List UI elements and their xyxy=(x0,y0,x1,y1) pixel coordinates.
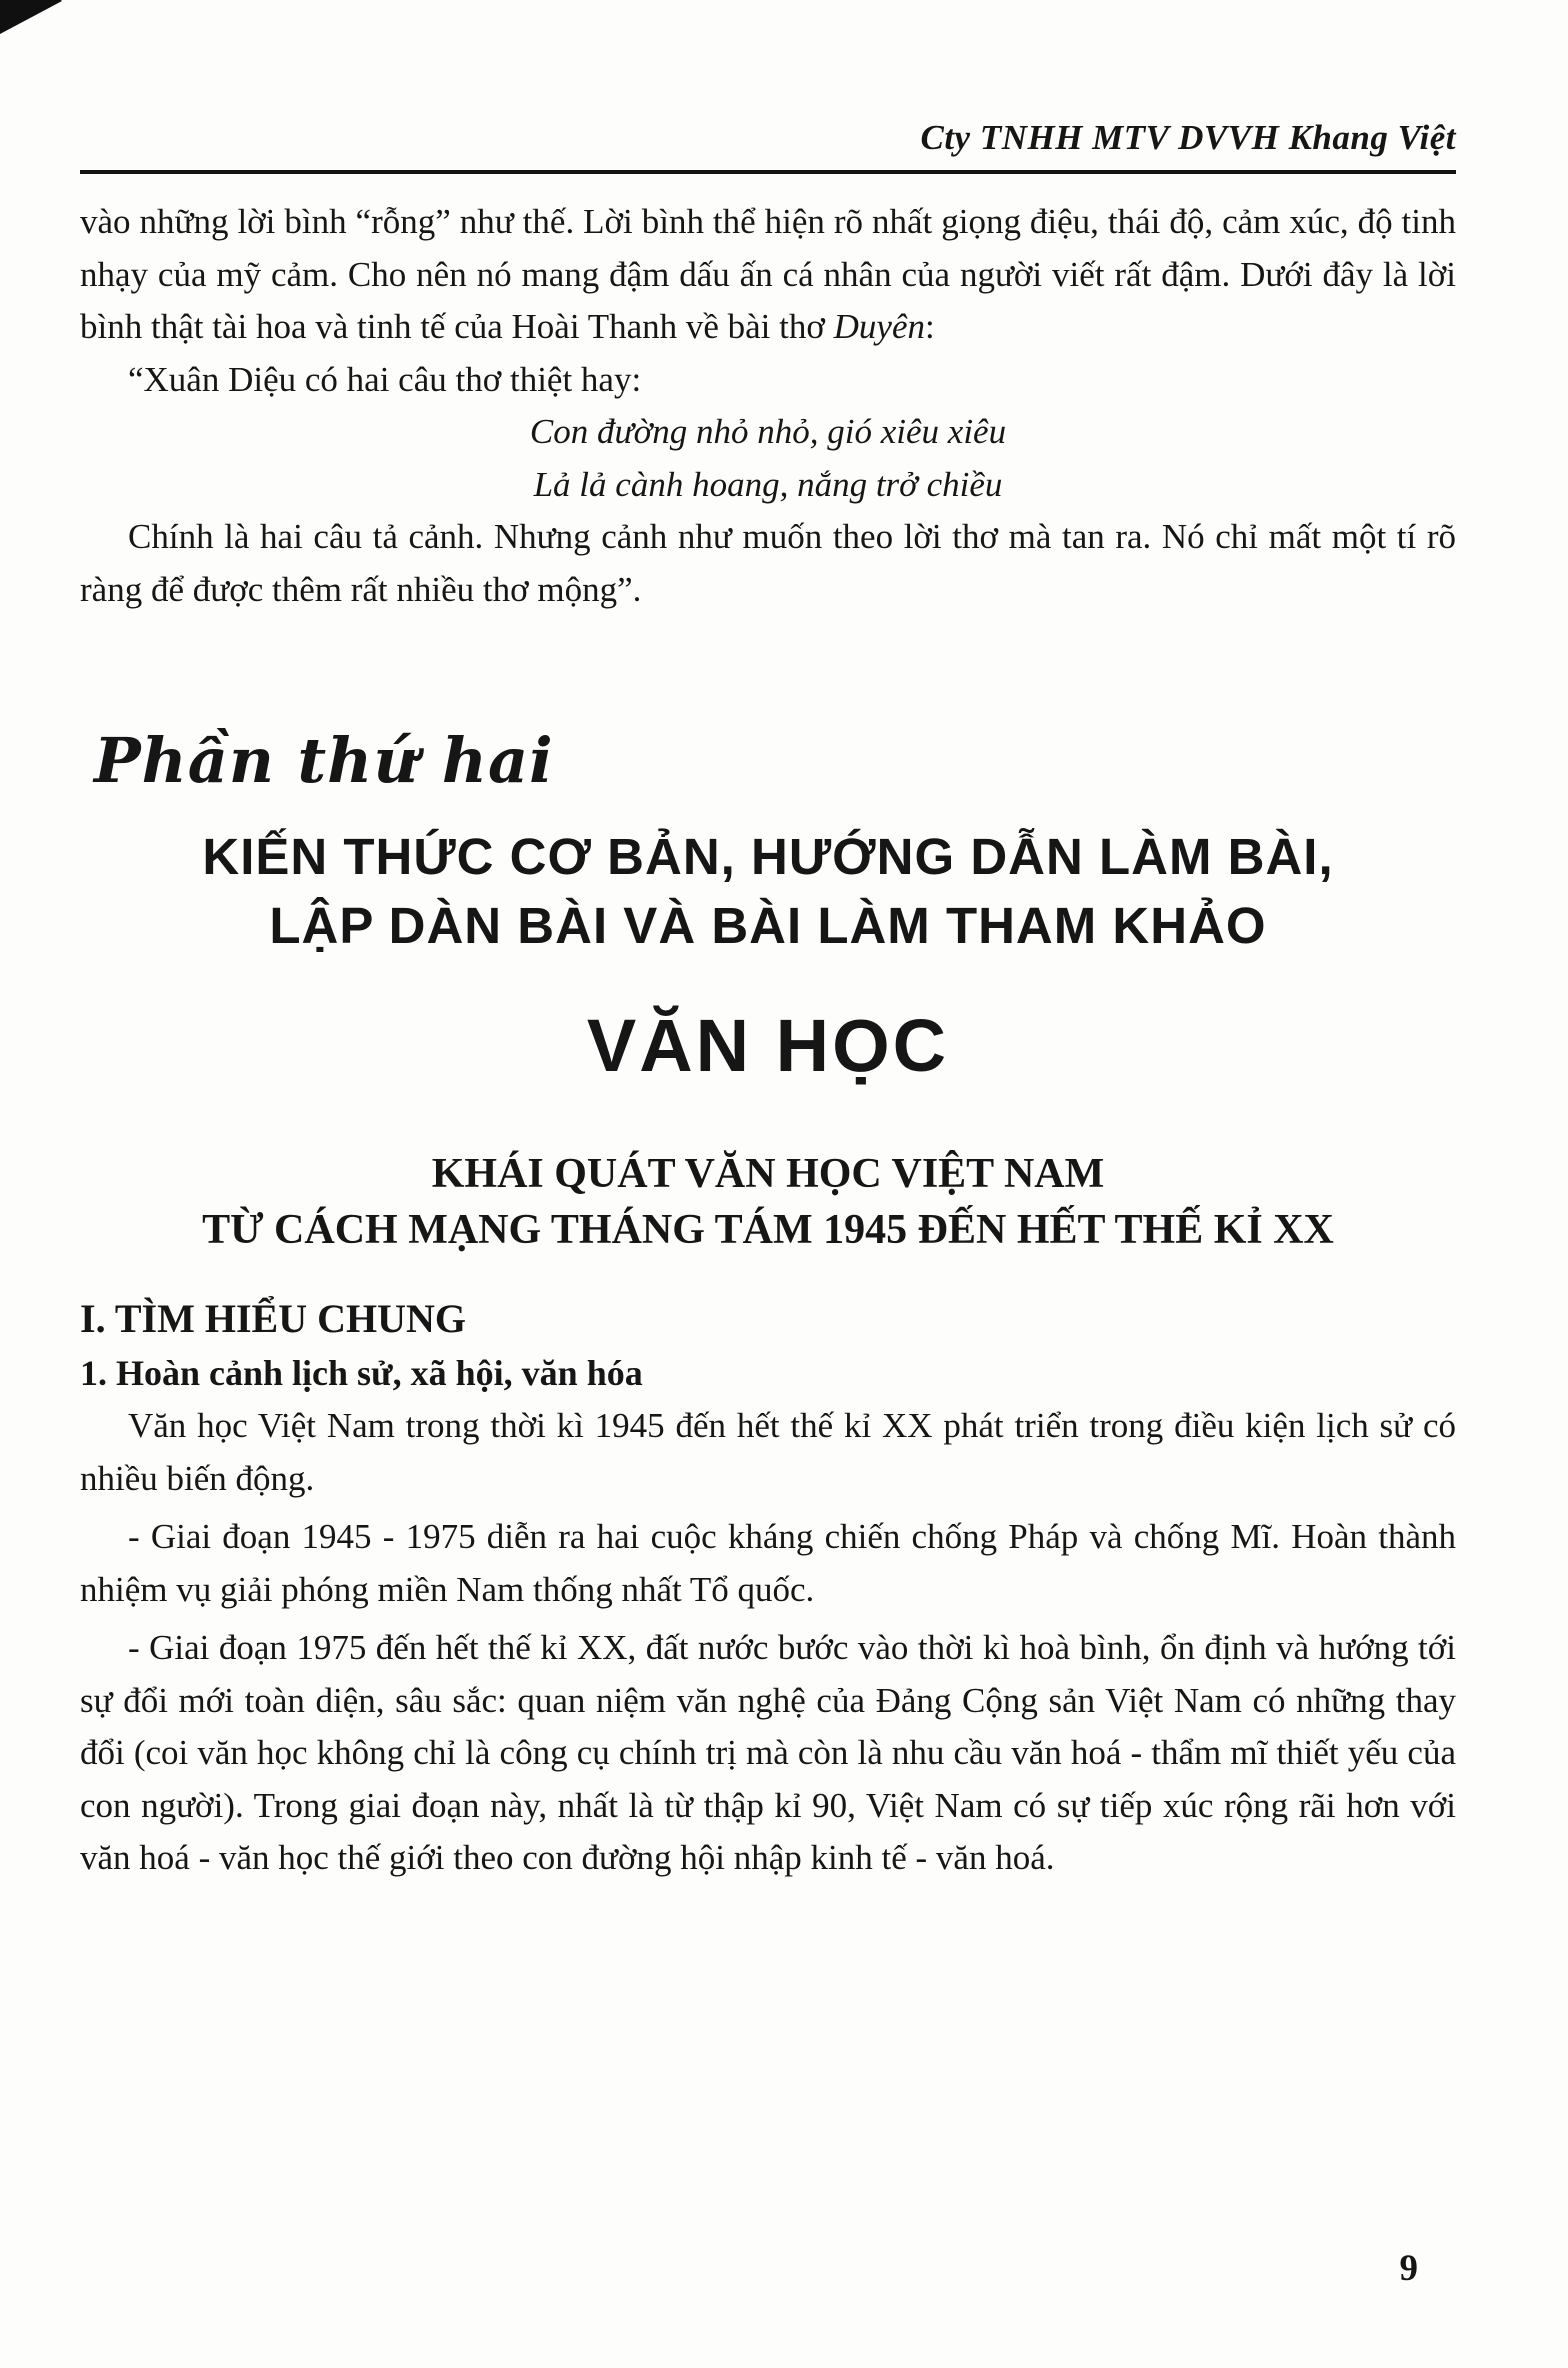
chapter-title-line: TỪ CÁCH MẠNG THÁNG TÁM 1945 ĐẾN HẾT THẾ KỈ XX xyxy=(202,1207,1334,1254)
publisher-name: Cty TNHH MTV DVVH Khang Việt xyxy=(920,118,1456,157)
intro-section xyxy=(80,196,1456,616)
paragraph: - Giai đoạn 1945 - 1975 diễn ra hai cuộc kháng chiến chống Pháp và chống Mĩ. Hoàn thành nhiệm vụ giải phóng miền Nam thống nhất Tổ quốc. xyxy=(80,1517,1456,1609)
chapter-title xyxy=(80,1146,1456,1259)
part-script-title: Phần thứ hai xyxy=(94,724,554,797)
part-title-line: KIẾN THỨC CƠ BẢN, HƯỚNG DẪN LÀM BÀI, xyxy=(202,828,1334,885)
paragraph: - Giai đoạn 1975 đến hết thế kỉ XX, đất nước bước vào thời kì hoà bình, ổn định và hướng tới sự đổi mới toàn diện, sâu sắc: quan niệm văn nghệ của Đảng Cộng sản Việt Nam có những thay đổi (coi văn học không chỉ là công cụ chính trị mà còn là nhu cầu văn hoá - thẩm mĩ thiết yếu của con người). Trong giai đoạn này, nhất là từ thập kỉ 90, Việt Nam có sự tiếp xúc rộng rãi hơn với văn hoá - văn học thế giới theo con đường hội nhập kinh tế - văn hoá. xyxy=(80,1628,1456,1878)
chapter-title-line: KHÁI QUÁT VĂN HỌC VIỆT NAM xyxy=(431,1150,1105,1197)
paragraph-text: : xyxy=(925,307,935,346)
verse-line: Con đường nhỏ nhỏ, gió xiêu xiêu xyxy=(529,412,1007,451)
verse-line: Lả lả cành hoang, nắng trở chiều xyxy=(533,464,1003,504)
header-divider xyxy=(80,170,1456,174)
section-heading: I. TÌM HIỂU CHUNG xyxy=(80,1296,466,1342)
paragraph: Chính là hai câu tả cảnh. Nhưng cảnh như muốn theo lời thơ mà tan ra. Nó chỉ mất một tí rõ ràng để được thêm rất nhiều thơ mộng”. xyxy=(80,517,1456,609)
quote-intro: “Xuân Diệu có hai câu thơ thiệt hay: xyxy=(128,359,642,399)
subject-title: VĂN HỌC xyxy=(586,1003,950,1087)
page-header xyxy=(80,118,1456,174)
paragraph: Văn học Việt Nam trong thời kì 1945 đến hết thế kỉ XX phát triển trong điều kiện lịch sử có nhiều biến động. xyxy=(80,1406,1456,1498)
section-body xyxy=(80,1295,1456,1885)
page-number: 9 xyxy=(1399,2248,1418,2289)
scan-artifact-corner xyxy=(0,0,62,34)
paragraph-continued xyxy=(80,196,1456,354)
part-title xyxy=(80,823,1456,961)
verse-block xyxy=(80,406,1456,511)
poem-title: Duyên xyxy=(833,307,925,346)
part-title-line: LẬP DÀN BÀI VÀ BÀI LÀM THAM KHẢO xyxy=(269,896,1267,954)
sub-heading: 1. Hoàn cảnh lịch sử, xã hội, văn hóa xyxy=(80,1353,643,1394)
paragraph-text: vào những lời bình “rỗng” như thế. Lời bình thể hiện rõ nhất giọng điệu, thái độ, cảm xúc, độ tinh nhạy của mỹ cảm. Cho nên nó mang đậm dấu ấn cá nhân của người viết rất đậm. Dưới đây là lời bình thật tài hoa và tinh tế của Hoài Thanh về bài thơ xyxy=(80,202,1456,346)
